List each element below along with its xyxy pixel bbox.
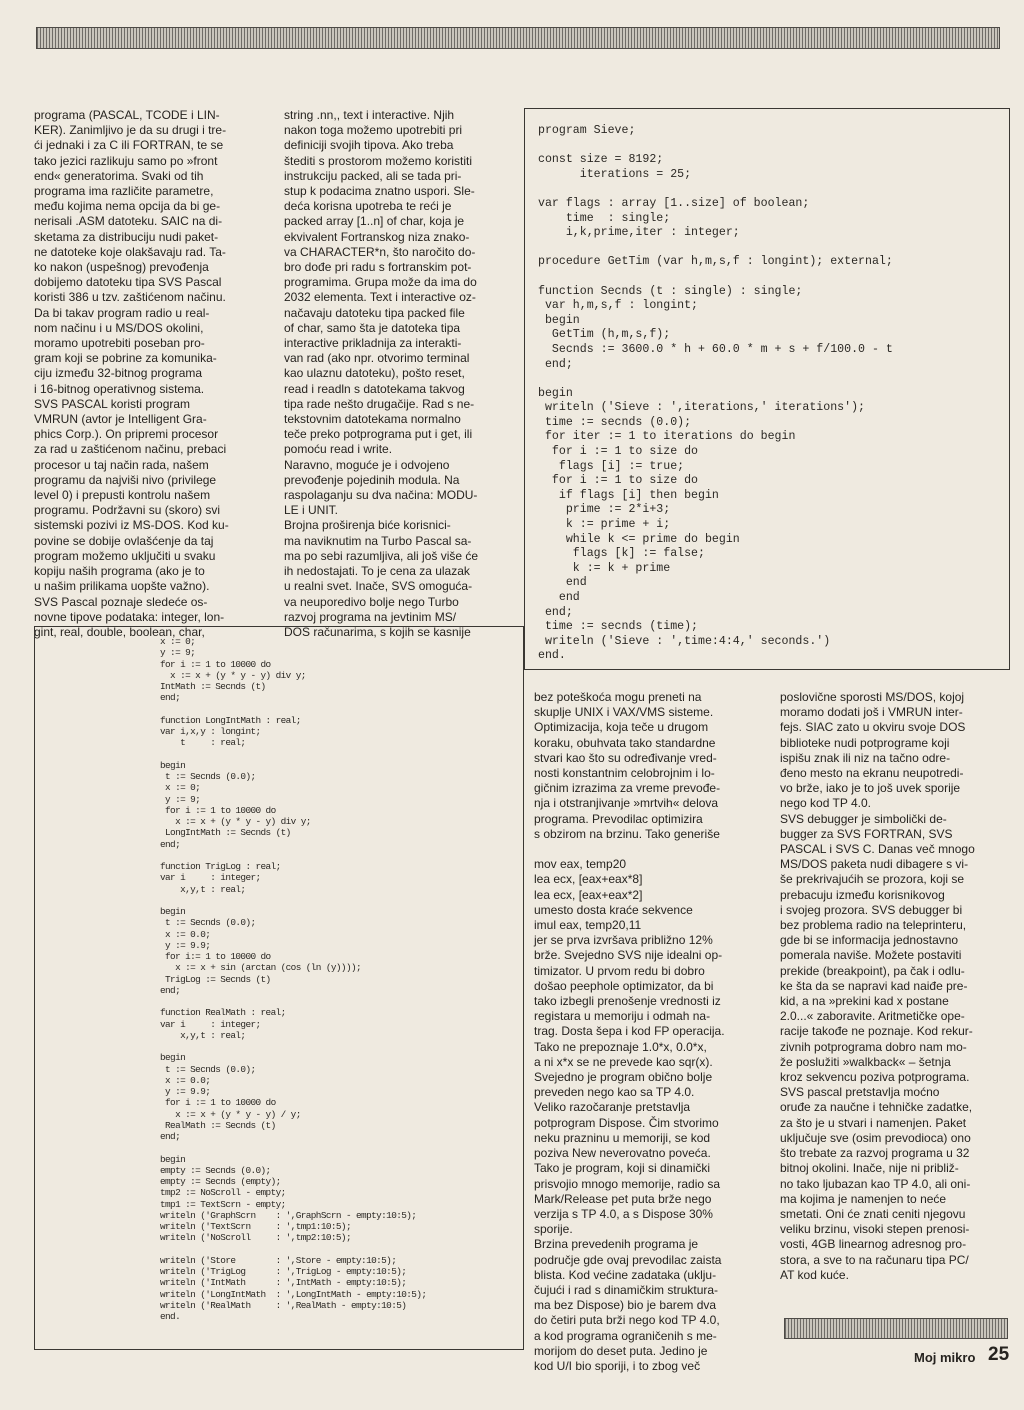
article-column-3: bez poteškoća mogu preneti na skuplje UNIX i VAX/VMS sisteme. Optimizacija, koja teče u drugom koraku, obuhvata tako standardne stvari kao što su određivanje vred- nosti konstantnim celobrojnim i lo- gičnim izrazima za vreme prevođe- nja i otstranjivanje »mrtvih« delova programa. Prevodilac optimizira s obzirom na brzinu. Tako generiše mov eax, temp20 lea ecx, [eax+eax*8] lea ecx, [eax+eax*2] umesto dosta kraće sekvence imul eax, temp20,11 jer se prva izvršava približno 12% brže. Svejedno SVS nije idealni op- timizator. U prvom redu bi dobro došao peephole optimizator, da bi tako izbegli prenošenje vrednosti iz registara u memoriju i odmah na- trag. Dosta šepa i kod FP operacija. Tako ne prepoznaje 1.0*x, 0.0*x, a ni x*x se ne prevede kao sqr(x). Svejedno je program obično bolje preveden nego kao sa TP 4.0. Veliko razočaranje pretstavlja potprogram Dispose. Čim stvorimo neku prazninu u memoriji, se kod poziva New neverovatno poveća. Tako je program, koji si dinamički prisvojio mnogo memorije, radio sa Mark/Release pet puta brže nego verzija s TP 4.0, a s Dispose 30% sporije. Brzina prevedenih programa je područje gde ovaj prevodilac zaista blista. Kod većine zadataka (uklju- čujući i rad s dinamičkim struktura- ma bez Dispose) bio je barem dva do četiri puta brži nego kod TP 4.0, a kod programa ograničenih s me- morijom do deset puta. Jedino je kod U/I bio sporiji, i to zbog več: [534, 690, 725, 1373]
page-number: 25: [988, 1344, 1010, 1365]
footer-decorative-bar: [784, 1318, 1008, 1339]
article-column-2: string .nn,, text i interactive. Njih nakon toga možemo upotrebiti pri definiciji svojih tipova. Ako treba štediti s prostorom možemo koristiti instrukciju packed, ali se tada pri- stup k podacima znatno uspori. Sle- deća korisna upotreba te reći je packed array [1..n] of char, koja je ekvivalent Fortranskog niza znako- va CHARACTER*n, što naročito do- bro dođe pri radu s fortranskim pot- programima. Grupa može da ima do 2032 elementa. Text i interactive oz- načavaju datoteku tipa packed file of char, samo šta je datoteka tipa interactive prikladnija za interakti- van rad (ako npr. otvorimo terminal kao ulaznu datoteku), pošto reset, read i readln s datotekama takvog tipa rade nešto drugačije. Rad s ne- tekstovnim datotekama normalno teče preko potprograma put i get, ili pomoću read i write. Naravno, moguće je i odvojeno prevođenje pojedinih modula. Na raspolaganju su dva načina: MODU- LE i UNIT. Brojna proširenja biće korisnici- ma naviknutim na Turbo Pascal sa- ma po sebi razumljiva, ali još više će ih nedostajati. To je cena za ulazak u realni svet. Inače, SVS omoguća- va neuporedivo bolje nego Turbo razvoj programa na jevtinim MS/ DOS računarima, s kojih se kasnije: [284, 108, 479, 639]
magazine-name: Moj mikro: [914, 1350, 976, 1365]
article-column-4: poslovične sporosti MS/DOS, kojoj moramo dodati još i VMRUN inter- fejs. SIAC zato u okviru svoje DOS biblioteke nudi potprograme koji ispišu znak ili niz na tačno odre- đeno mesto na ekranu neupotredi- vo brže, iako je to još uvek sporije nego kod TP 4.0. SVS debugger je simbolički de- bugger za SVS FORTRAN, SVS PASCAL i SVS C. Danas več mnogo MS/DOS paketa nudi dibagere s vi- še prekrivajućih se prozora, koji se prebacuju između korisnikovog i svojeg prozora. SVS debugger bi bez problema radio na teleprinteru, gde bi se informacija jednostavno pomerala naviše. Možete postaviti prekide (breakpoint), pa čak i odlu- ke šta da se napravi kad naiđe pre- kid, a na »prekini kad x postane 2.0...« zaboravite. Aritmetičke ope- racije takođe ne poznaje. Kod rekur- zivnih potprograma dobro nam mo- že poslužiti »walkback« – šetnja kroz sekvencu poziva potprograma. SVS pascal pretstavlja moćno oruđe za naučne i tehničke zadatke, za što je u stvari i namenjen. Paket uključuje sve (osim prevodioca) ono što trebate za razvoj programa u 32 bitnoj okolini. Inače, nije ni približ- no tako ljubazan kao TP 4.0, ali oni- ma kojima je namenjen to neće smetati. Oni će znati ceniti njegovu veliku brzinu, visoki stepen prenosi- vosti, 4GB linearnog adresnog pro- stora, a sve to na računaru tipa PC/ AT kod kuće.: [780, 690, 975, 1282]
top-decorative-bar: [36, 27, 1000, 49]
article-column-1: programa (PASCAL, TCODE i LIN- KER). Zanimljivo je da su drugi i tre- ći jednaki i za C ili FORTRAN, te se tako jezici razlikuju samo po »front end« generatorima. Svaki od tih programa ima različite parametre, među kojima nema opcija da bi ge- nerisali .ASM datoteku. SAIC na di- sketama za distribuciju nudi paket- ne datoteke koje olakšavaju rad. Ta- ko nakon (uspešnog) prevođenja dobijemo datoteku tipa SVS Pascal koristi 386 u tzv. zaštićenom načinu. Da bi takav program radio u real- nom načinu i u MS/DOS okolini, moramo upotrebiti poseban pro- gram koji se pobrine za komunika- ciju između 32-bitnog programa i 16-bitnog operativnog sistema. SVS PASCAL koristi program VMRUN (avtor je Intelligent Gra- phics Corp.). On pripremi procesor za rad u zaštićenom načinu, prebaci procesor u taj način rada, našem programu da najviši nivo (privilege level 0) i prepusti kontrolu našem programu. Podržavni su (skoro) svi sistemski pozivi iz MS-DOS. Kod ku- povine se dobije ovlašćenje da taj program možemo uključiti u svaku kopiju naših programa (ako je to u našim prilikama uopšte važno). SVS Pascal poznaje sledeće os- novne tipove podataka: integer, lon- gint, real, double, boolean, char,: [34, 108, 229, 639]
sieve-code-listing: program Sieve; const size = 8192; iterations = 25; var flags : array [1..size] of boolean; time : single; i,k,prime,iter : integer; procedure GetTim (var h,m,s,f : longint); external; function Secnds (t : single) : single; var h,m,s,f : longint; begin GetTim (h,m,s,f); Secnds := 3600.0 * h + 60.0 * m + s + f/100.0 - t end; begin writeln ('Sieve : ',iterations,' iterations'); time := secnds (0.0); for iter := 1 to iterations do begin for i := 1 to size do flags [i] := true; for i := 1 to size do if flags [i] then begin prime := 2*i+3; k := prime + i; while k <= prime do begin flags [k] := false; k := k + prime end end end; time := secnds (time); writeln ('Sieve : ',time:4:4,' seconds.') end.: [538, 124, 893, 663]
math-code-listing: x := 0; y := 9; for i := 1 to 10000 do x := x + (y * y - y) div y; IntMath := Secnds (t) end; function LongIntMath : real; var i,x,y : longint; t : real; begin t := Secnds (0.0); x := 0; y := 9; for i := 1 to 10000 do x := x + (y * y - y) div y; LongIntMath := Secnds (t) end; function TrigLog : real; var i : integer; x,y,t : real; begin t := Secnds (0.0); x := 0.0; y := 9.9; for i:= 1 to 10000 do x := x + sin (arctan (cos (ln (y)))); TrigLog := Secnds (t) end; function RealMath : real; var i : integer; x,y,t : real; begin t := Secnds (0.0); x := 0.0; y := 9.9; for i := 1 to 10000 do x := x + (y * y - y) / y; RealMath := Secnds (t) end; begin empty := Secnds (0.0); empty := Secnds (empty); tmp2 := NoScroll - empty; tmp1 := TextScrn - empty; writeln ('GraphScrn : ',GraphScrn - empty:10:5); writeln ('TextScrn : ',tmp1:10:5); writeln ('NoScroll : ',tmp2:10:5); writeln ('Store : ',Store - empty:10:5); writeln ('TrigLog : ',TrigLog - empty:10:5); writeln ('IntMath : ',IntMath - empty:10:5); writeln ('LongIntMath : ',LongIntMath - empty:10:5); writeln ('RealMath : ',RealMath - empty:10:5) end.: [160, 636, 427, 1322]
